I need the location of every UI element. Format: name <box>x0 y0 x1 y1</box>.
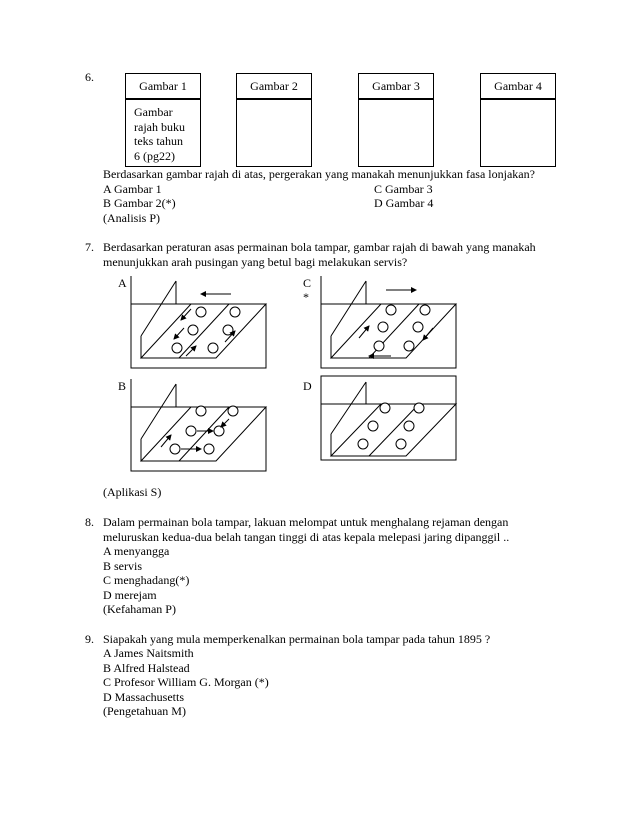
q9-option-c: C Profesor William G. Morgan (*) <box>103 675 269 689</box>
court-a-net-top <box>141 281 176 336</box>
q6-level: (Analisis P) <box>103 211 160 225</box>
q6-option-c: C Gambar 3 <box>374 182 433 196</box>
q9-line-1: Siapakah yang mula memperkenalkan permainan bola tampar pada tahun 1895 ? <box>103 632 491 646</box>
court-d-player <box>414 403 424 413</box>
q7-label-c-answer-mark: * <box>303 290 309 304</box>
court-c-player <box>420 305 430 315</box>
court-d-player <box>380 403 390 413</box>
court-a-arrow <box>186 346 196 356</box>
court-a-player <box>172 343 182 353</box>
q7-level: (Aplikasi S) <box>103 485 162 499</box>
court-b-player <box>170 444 180 454</box>
q8-option-a: A menyangga <box>103 544 170 558</box>
q8-option-b: B servis <box>103 559 142 573</box>
q6-option-d: D Gambar 4 <box>374 196 434 210</box>
q7-court-diagram-a <box>131 276 266 368</box>
q6-image-box-2 <box>236 99 312 167</box>
q7-label-d: D <box>303 379 312 393</box>
court-a-arrow <box>181 309 191 320</box>
q7-label-a: A <box>118 276 127 290</box>
q7-line-1: Berdasarkan peraturan asas permainan bola tampar, gambar rajah di bawah yang manakah <box>103 240 536 254</box>
q7-label-c: C <box>303 276 312 290</box>
q8-number: 8. <box>85 515 94 529</box>
court-c-player <box>386 305 396 315</box>
q7-court-diagram-d <box>321 376 456 466</box>
court-b-player <box>214 426 224 436</box>
q9-number: 9. <box>85 632 94 646</box>
court-d-player <box>368 421 378 431</box>
q9-option-b: B Alfred Halstead <box>103 661 190 675</box>
court-a-arrow <box>174 328 184 339</box>
court-b-net-top <box>141 384 176 439</box>
court-d-player <box>358 439 368 449</box>
court-d-player <box>396 439 406 449</box>
q8-option-c: C menghadang(*) <box>103 573 190 587</box>
court-b-arrow <box>161 435 171 447</box>
q8-line-2: meluruskan kedua-dua belah tangan tinggi di atas kepala melepasi jaring dipanggil .. <box>103 530 510 544</box>
court-c-arrow <box>423 328 433 340</box>
q6-box-gambar-2: Gambar 2 <box>236 73 312 99</box>
court-a-player <box>230 307 240 317</box>
q6-question: Berdasarkan gambar rajah di atas, pergerakan yang manakah menunjukkan fasa lonjakan? <box>103 167 535 181</box>
q6-image-box-4 <box>480 99 556 167</box>
q6-box-gambar-1: Gambar 1 <box>125 73 201 99</box>
q6-option-b: B Gambar 2(*) <box>103 196 176 210</box>
court-c-net-top <box>331 281 366 336</box>
court-c-player <box>404 341 414 351</box>
court-d-net-top <box>331 382 366 434</box>
court-c-player <box>413 322 423 332</box>
q6-box-gambar-4: Gambar 4 <box>480 73 556 99</box>
q6-image-box-1 <box>125 99 201 167</box>
court-a-player <box>208 343 218 353</box>
q6-box-gambar-3: Gambar 3 <box>358 73 434 99</box>
q7-label-b: B <box>118 379 127 393</box>
q6-number: 6. <box>85 70 94 84</box>
q6-image-box-3 <box>358 99 434 167</box>
q7-line-2: menunjukkan arah pusingan yang betul bagi melakukan servis? <box>103 255 408 269</box>
court-a-player <box>188 325 198 335</box>
q9-option-d: D Massachusetts <box>103 690 184 704</box>
court-b-player <box>196 406 206 416</box>
court-a-player <box>223 325 233 335</box>
q8-line-1: Dalam permainan bola tampar, lakuan melompat untuk menghalang rejaman dengan <box>103 515 509 529</box>
q6-option-a: A Gambar 1 <box>103 182 162 196</box>
court-c-player <box>374 341 384 351</box>
q7-number: 7. <box>85 240 94 254</box>
court-a-frame <box>131 276 266 368</box>
court-b-player <box>228 406 238 416</box>
court-d-player <box>404 421 414 431</box>
court-a-player <box>196 307 206 317</box>
court-b-arrow <box>221 419 229 427</box>
q8-level: (Kefahaman P) <box>103 602 176 616</box>
q6-image-box-1-text: Gambar rajah buku teks tahun 6 (pg22) <box>134 105 185 163</box>
q9-level: (Pengetahuan M) <box>103 704 186 718</box>
q7-court-diagram-b <box>131 379 266 471</box>
court-c-arrow <box>359 326 369 338</box>
q8-option-d: D merejam <box>103 588 157 602</box>
court-b-player <box>204 444 214 454</box>
q9-option-a: A James Naitsmith <box>103 646 194 660</box>
q7-court-diagram-c <box>321 276 456 368</box>
court-b-frame <box>131 379 266 471</box>
court-c-player <box>378 322 388 332</box>
court-b-player <box>186 426 196 436</box>
